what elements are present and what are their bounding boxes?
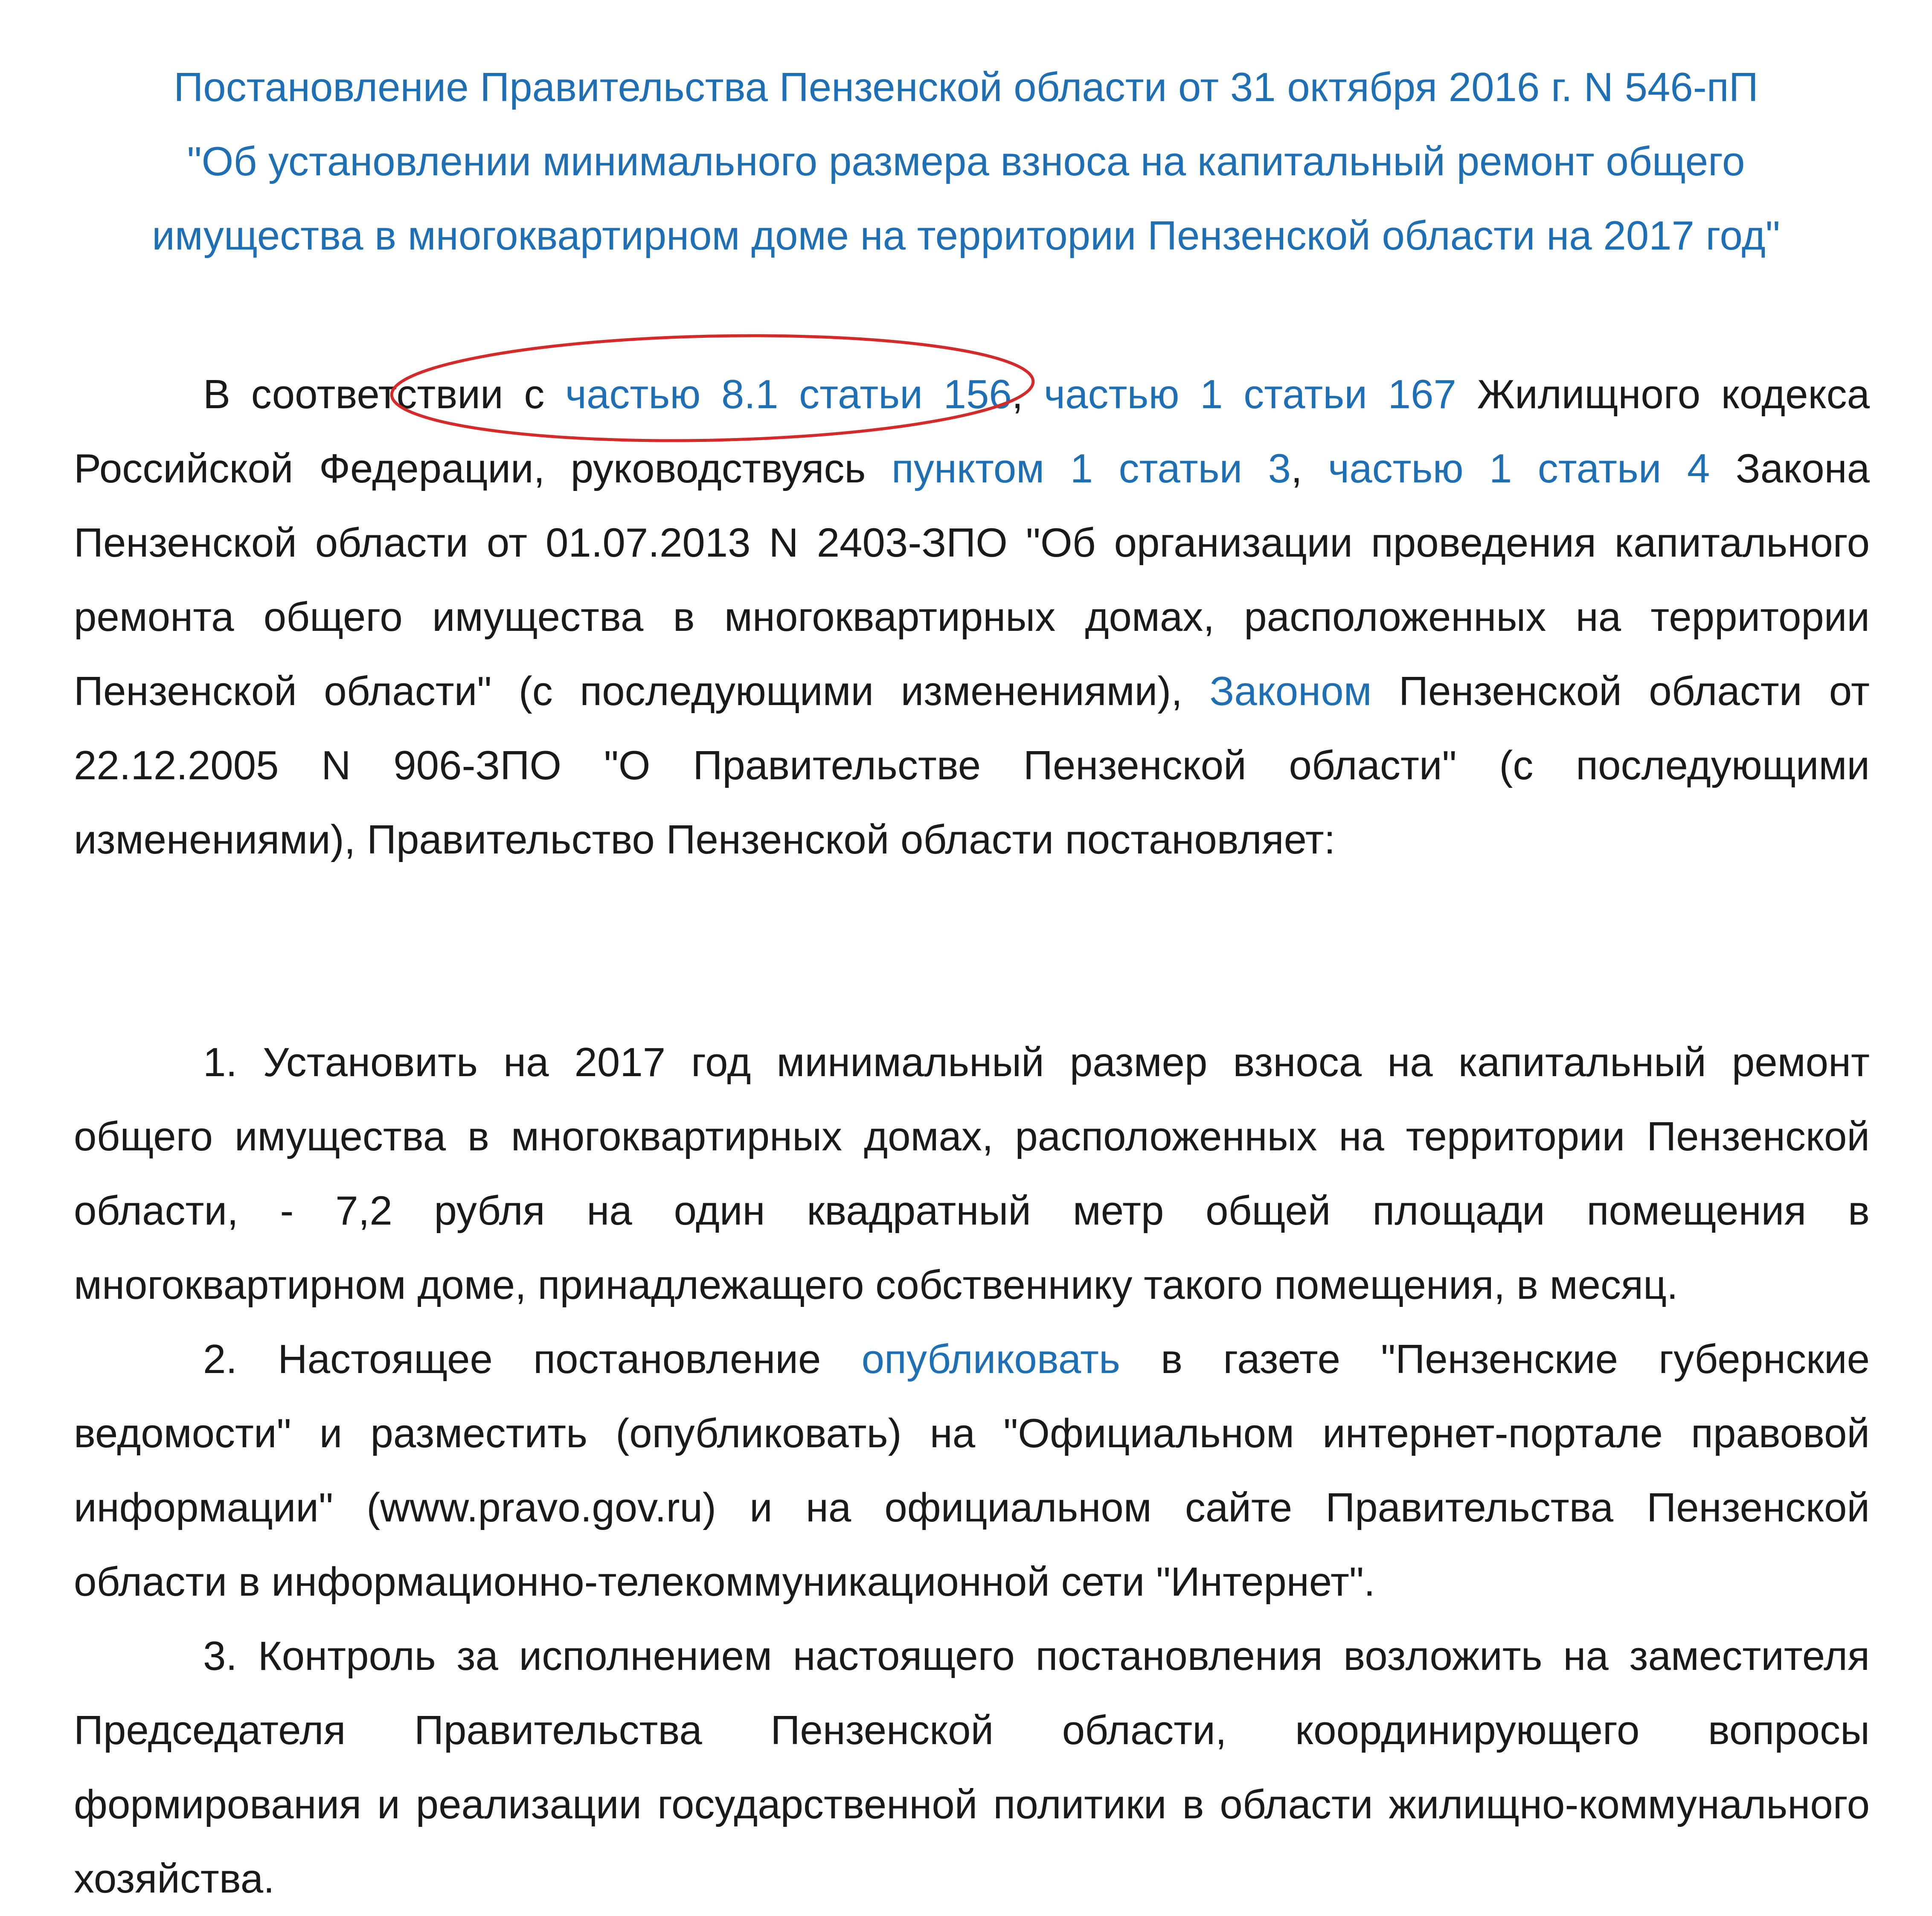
link-publish[interactable]: опубликовать xyxy=(861,1336,1120,1382)
link-part-8-1-article-156[interactable]: частью 8.1 статьи 156 xyxy=(565,372,1012,417)
title-line-2: "Об установлении минимального размера взноса на капитальный ремонт общего xyxy=(187,139,1745,184)
item-2-text-1: 2. Настоящее постановление xyxy=(203,1336,862,1382)
title-line-3: имущества в многоквартирном доме на территории Пензенской области на 2017 год" xyxy=(152,213,1780,258)
preamble-text-5: Закона Пензенской области от 01.07.2013 N 2403-ЗПО "Об организации проведения капитального ремонта общего имущества в многоквартирных домах, расположенных на территории Пензенской области" (с последующими изменениями), xyxy=(74,446,1870,714)
preamble-paragraph xyxy=(74,357,1870,877)
title-line-1: Постановление Правительства Пензенской области от 31 октября 2016 г. N 546-пП xyxy=(174,64,1758,110)
preamble-text-2: , xyxy=(1011,372,1044,417)
link-law[interactable]: Законом xyxy=(1209,668,1372,714)
document-title[interactable] xyxy=(85,50,1847,273)
link-part-1-article-4[interactable]: частью 1 статьи 4 xyxy=(1328,446,1710,491)
preamble-text-4: , xyxy=(1291,446,1328,491)
link-part-1-article-167[interactable]: частью 1 статьи 167 xyxy=(1044,372,1456,417)
paragraph-gap xyxy=(74,877,1870,1025)
document-body xyxy=(74,357,1870,1916)
item-1-paragraph: 1. Установить на 2017 год минимальный размер взноса на капитальный ремонт общего имущества в многоквартирных домах, расположенных на территории Пензенской области, - 7,2 рубля на один квадратный метр общей площади помещения в многоквартирном доме, принадлежащего собственнику такого помещения, в месяц. xyxy=(74,1039,1870,1308)
preamble-text-1: В соответствии с xyxy=(203,372,565,417)
preamble-text-6: Пензенской области от 22.12.2005 N 906-ЗПО "О Правительстве Пензенской области" (с последующими изменениями), Правительство Пензенской области постановляет: xyxy=(74,668,1870,862)
item-2-paragraph xyxy=(74,1322,1870,1619)
link-point-1-article-3[interactable]: пунктом 1 статьи 3 xyxy=(891,446,1291,491)
item-3-paragraph: 3. Контроль за исполнением настоящего постановления возложить на заместителя Председателя Правительства Пензенской области, координирующего вопросы формирования и реализации государственной политики в области жилищно-коммунального хозяйства. xyxy=(74,1633,1870,1901)
item-2-text-2: в газете "Пензенские губернские ведомости" и разместить (опубликовать) на "Официальном интернет-портале правовой информации" (www.pravo.gov.ru) и на официальном сайте Правительства Пензенской области в информационно-телекоммуникационной сети "Интернет". xyxy=(74,1336,1870,1605)
preamble-text-3: Жилищного кодекса Российской Федерации, руководствуясь xyxy=(74,372,1870,491)
